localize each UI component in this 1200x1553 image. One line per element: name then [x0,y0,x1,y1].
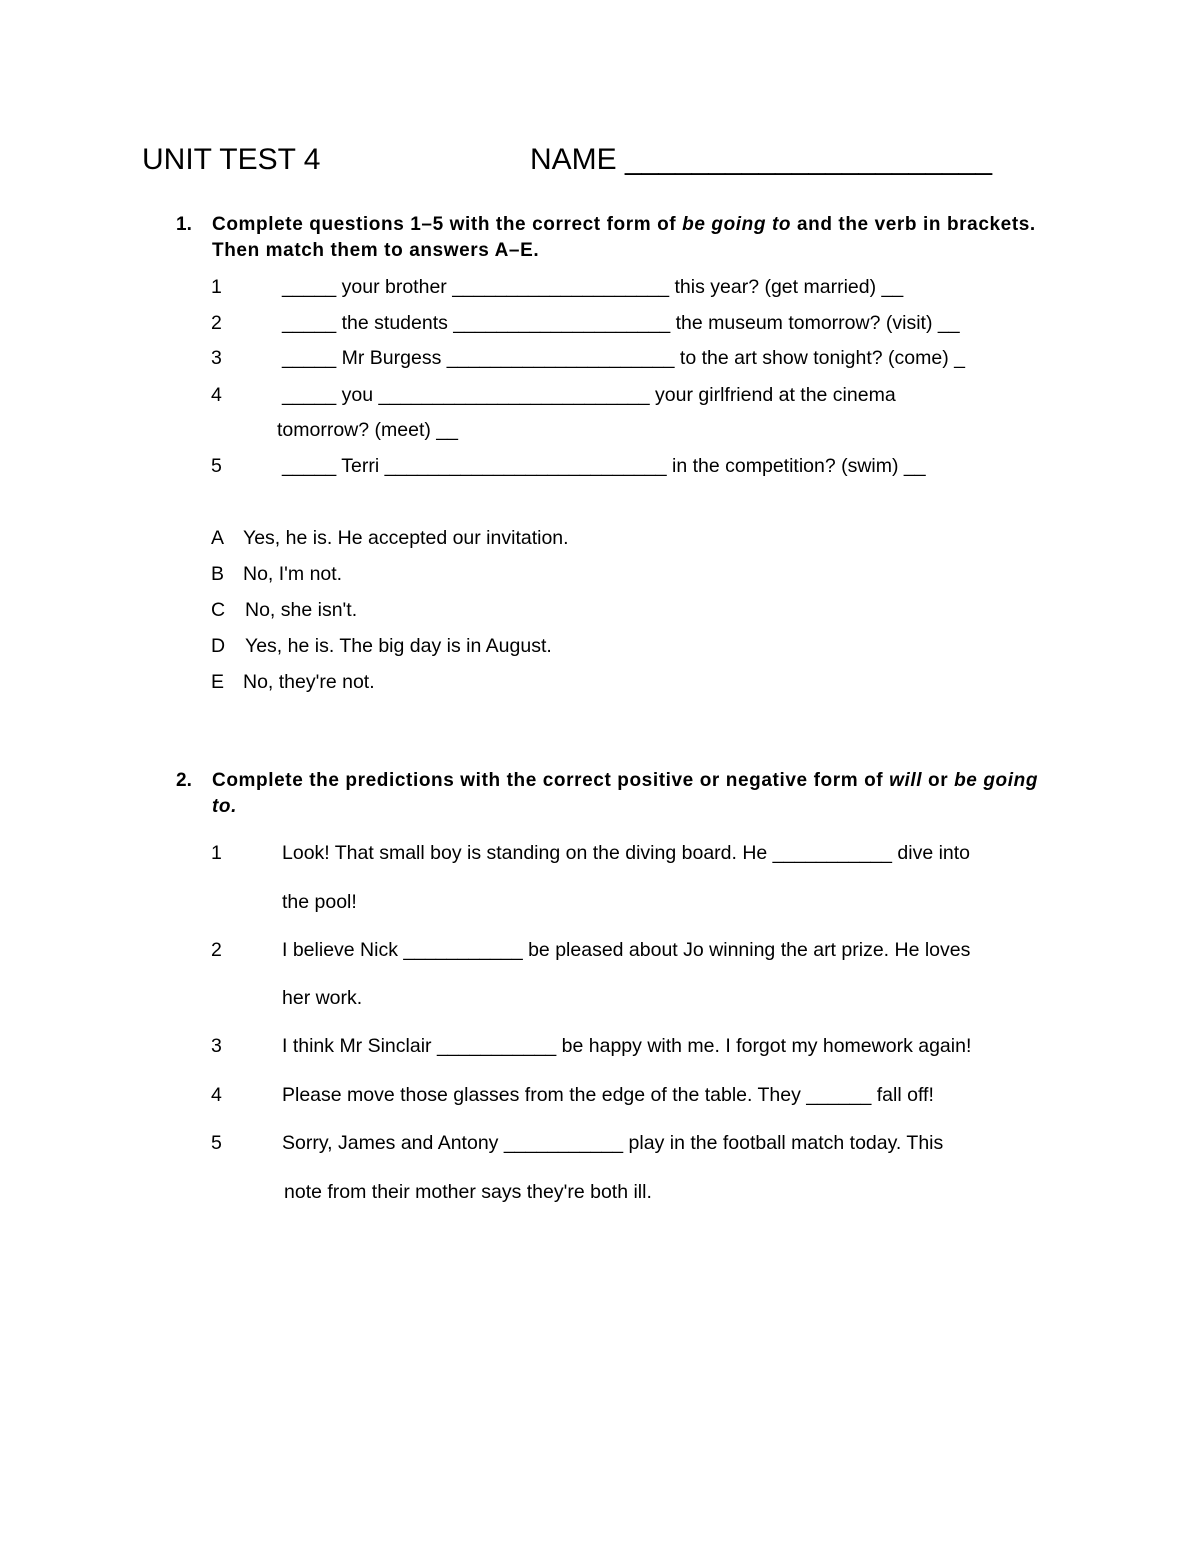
answer-letter: B [211,563,225,585]
question-number: 4 [211,384,222,406]
answer-letter: D [211,635,226,657]
prediction-text: Sorry, James and Antony ___________ play in the football match today. This [282,1132,944,1154]
answer-text: No, I'm not. [243,563,343,585]
section-1-number: 1. [176,214,192,235]
prediction-text: Look! That small boy is standing on the diving board. He ___________ dive into [282,842,971,864]
question-text: _____ you _________________________ your girlfriend at the cinema [282,384,896,406]
section-1-instruction: Complete questions 1–5 with the correct form of be going to and the verb in brackets. Then match them to answers A–E. [212,214,1036,261]
question-text: _____ Terri __________________________ in the competition? (swim) __ [282,455,926,477]
prediction-text: I think Mr Sinclair ___________ be happy with me. I forgot my homework again! [282,1035,972,1057]
question-text: tomorrow? (meet) __ [277,419,458,441]
prediction-text: note from their mother says they're both ill. [284,1181,652,1203]
question-text: _____ Mr Burgess _____________________ to the art show tonight? (come) _ [282,347,965,369]
prediction-text: the pool! [282,891,357,913]
question-number: 2 [211,312,222,334]
prediction-text: Please move those glasses from the edge of the table. They ______ fall off! [282,1084,934,1106]
question-number: 1 [211,276,222,298]
prediction-number: 3 [211,1035,222,1057]
question-text: _____ your brother ____________________ this year? (get married) __ [282,276,904,298]
page-title: UNIT TEST 4 [142,143,321,176]
answer-text: Yes, he is. The big day is in August. [245,635,552,657]
question-number: 5 [211,455,222,477]
answer-letter: C [211,599,226,621]
answer-text: No, they're not. [243,671,375,693]
answer-text: Yes, he is. He accepted our invitation. [243,527,569,549]
section-2-number: 2. [176,770,192,791]
answer-letter: E [211,671,225,693]
section-2-instruction: Complete the predictions with the correct positive or negative form of will or be going to. [212,770,1039,817]
prediction-number: 5 [211,1132,222,1154]
answer-text: No, she isn't. [245,599,358,621]
question-text: _____ the students ____________________ the museum tomorrow? (visit) __ [282,312,960,334]
answer-letter: A [211,527,225,549]
prediction-number: 4 [211,1084,222,1106]
prediction-text: I believe Nick ___________ be pleased about Jo winning the art prize. He loves [282,939,971,961]
prediction-number: 2 [211,939,222,961]
question-number: 3 [211,347,222,369]
prediction-number: 1 [211,842,222,864]
prediction-text: her work. [282,987,363,1009]
name-field-label: NAME ______________________ [530,143,993,176]
